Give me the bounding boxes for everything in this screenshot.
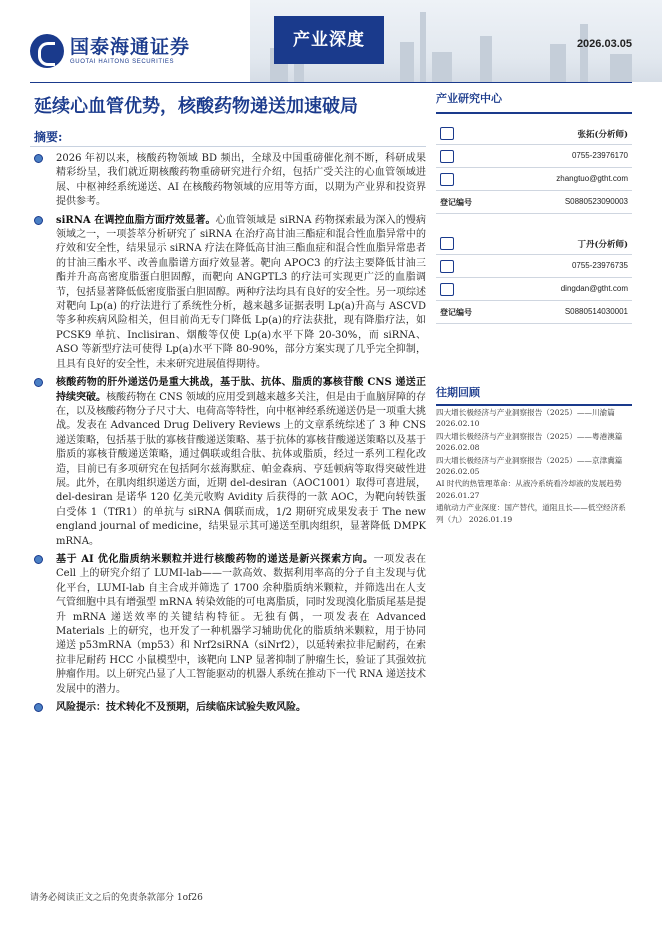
reg-label: 登记编号: [440, 307, 472, 317]
page-header: [0, 0, 662, 82]
pen-icon: [440, 237, 454, 250]
report-title: 延续心血管优势，核酸药物递送加速破局: [34, 96, 358, 117]
analyst-phone-row: [436, 255, 632, 278]
bullet-icon: [34, 216, 43, 225]
logo-en: GUOTAI HAITONG SECURITIES: [70, 59, 175, 65]
analyst-name: 丁丹(分析师): [577, 240, 628, 250]
reg-label: 登记编号: [440, 197, 472, 207]
analyst-name: 张拓(分析师): [577, 130, 628, 140]
header-divider: [30, 82, 632, 83]
bullet-icon: [34, 555, 43, 564]
paragraph-text: 2026 年初以来，核酸药物领域 BD 频出，全球及中国重磅催化剂不断，科研成果精彩纷呈，我们就近期核酸药物重磅研究进行介绍，包括广受关注的心血管领域进展、中枢神经系统递送、AI 在核酸药物领域的应用等方面，以期为产业界和投资界提供参考。: [56, 153, 426, 208]
mail-icon: [440, 173, 454, 186]
logo-icon: [30, 34, 64, 68]
bullet-icon: [34, 378, 43, 387]
analyst-reg-row: [436, 191, 632, 214]
abstract-paragraph: [30, 553, 426, 697]
bullet-icon: [34, 703, 43, 712]
sidebar: [436, 90, 632, 525]
analyst-email-row: [436, 278, 632, 301]
abstract-label: 摘要:: [34, 130, 63, 144]
sidebar-head: 产业研究中心: [436, 90, 632, 114]
analyst-email[interactable]: zhangtuo@gtht.com: [556, 174, 628, 183]
bullet-icon: [34, 154, 43, 163]
paragraph-text: 核酸药物在 CNS 领域的应用受到越来越多关注，但是由于血脑屏障的存在，以及核酸药物分子尺寸大、电荷高等特性，向中枢神经系统递送仍是一项重大挑战。发表在 Advanced Drug Delivery Reviews 上的文章系统综述了 3 种 CNS 递送策略，包括基于肽的寡核苷酸递送策略、基于抗体的寡核苷酸递送策略以及基于脂质的寡核苷酸递送策略，通过偶联或组合肽、抗体或脂质，经过一系列工程化改造，目前已有多项研究在包括阿尔兹海默症、帕金森病、亨廷顿病等取得突破性进展。此外，在肌肉组织递送方面，近期 del-desiran（AOC1001）取得可喜进展，del-desiran 是诺华 120 亿美元收购 Avidity 后获得的一款 AOC，为靶向转铁蛋白受体 1（TfR1）的单抗与 siRNA 偶联而成，1/2 期研究成果发表于 The new england journal of medicine，结果显示其可递送至肌肉组织，显著降低 DMPK mRNA。: [56, 391, 427, 547]
abstract-body: [30, 152, 426, 719]
analyst-name-row: [436, 232, 632, 255]
review-item[interactable]: 四大增长极经济与产业洞察报告（2025）——京津冀篇 2026.02.05: [436, 455, 623, 477]
analyst-reg-row: [436, 301, 632, 324]
analyst-name-row: [436, 122, 632, 145]
mail-icon: [440, 283, 454, 296]
abstract-paragraph: [30, 376, 426, 549]
analyst-phone-row: [436, 145, 632, 168]
analyst-email-row: [436, 168, 632, 191]
analyst-email[interactable]: dingdan@gtht.com: [560, 284, 628, 293]
review-head: 往期回顾: [436, 384, 632, 406]
abstract-divider: [30, 146, 426, 147]
review-item[interactable]: 四大增长极经济与产业洞察报告（2025）——粤港澳篇 2026.02.08: [436, 431, 623, 453]
analyst-phone: 0755-23976170: [571, 151, 628, 160]
company-logo: [30, 34, 190, 68]
logo-cn: 国泰海通证券: [70, 36, 191, 58]
pen-icon: [440, 127, 454, 140]
paragraph-lead: 基于 AI 优化脂质纳米颗粒并进行核酸药物的递送是新兴探索方向。: [56, 553, 374, 565]
analyst-reg: S0880523090003: [564, 197, 628, 206]
paragraph-lead: 风险提示：技术转化不及预期，后续临床试验失败风险。: [56, 702, 306, 714]
risk-paragraph: [30, 701, 426, 715]
paragraph-lead: siRNA 在调控血脂方面疗效显著。: [56, 214, 216, 226]
analyst-phone: 0755-23976735: [571, 261, 628, 270]
abstract-paragraph: [30, 152, 426, 210]
paragraph-lead: 核酸药物的肝外递送仍是重大挑战，基于肽、抗体、脂质的寡核苷酸 CNS 递送正持续突破。: [56, 377, 426, 403]
analyst-card: [436, 122, 632, 214]
review-item[interactable]: 通航动力产业深度：国产替代，道阻且长——低空经济系列（九） 2026.01.19: [436, 503, 626, 524]
analyst-card: [436, 232, 632, 324]
page-footer: 请务必阅读正文之后的免责条款部分 1of26: [30, 893, 203, 903]
abstract-paragraph: [30, 214, 426, 372]
phone-icon: [440, 150, 454, 163]
analyst-reg: S0880514030001: [564, 307, 628, 316]
paragraph-text: 一项发表在 Cell 上的研究介绍了 LUMI-lab——一款高效、数据利用率高的分子自主发现与优化平台，LUMI-lab 自主合成并筛选了 1700 余种脂质纳米颗粒，并筛选出在人支气管细胞中具有增强型 mRNA 转染效能的可电离脂质，同时发现溴化脂质尾基是提升 mRNA 递送效率的关键结构特征。无独有偶，一项发表在 Advanced Materials 上的研究，也开发了一种机器学习辅助优化的脂质纳米颗粒，用于协同递送 p53mRNA（mp53）和 Nrf2siRNA（siNrf2），以延转索拉非尼耐药，在索拉非尼耐药 HCC 小鼠模型中，该靶向 LNP 显著抑制了肿瘤生长，验证了其强效抗肿瘤作用。以上研究凸显了人工智能驱动的机器人系统在推动下一代 RNA 递送技术发展中的潜力。: [56, 553, 427, 695]
phone-icon: [440, 260, 454, 273]
report-type-tag: 产业深度: [274, 16, 384, 64]
report-date: 2026.03.05: [576, 38, 632, 50]
review-item[interactable]: 四大增长极经济与产业洞察报告（2025）——川渝篇 2026.02.10: [436, 408, 615, 429]
paragraph-text: 心血管领域是 siRNA 药物探索最为深入的慢病领域之一，一项荟萃分析研究了 siRNA 在治疗高甘油三酯症和混合性血脂异常中的疗效和安全性，结果显示 siRNA 疗法在降低高甘油三酯血症和混合性血脂异常患者的甘油三酯水平、改善血脂谱方面疗效显著。靶向 APOC3 的疗法主要降低甘油三酯并升高高密度脂蛋白胆固醇，而靶向 ANGPTL3 的疗法可实现更广泛的血脂调节，包括显著降低低密度脂蛋白胆固醇。两种疗法均具有良好的安全性。另一项综述对靶向 Lp(a) 的疗法进行了系统性分析，越来越多证据表明 Lp(a)升高与 ASCVD 等多种疾病风险相关，但目前尚无专门降低 Lp(a)的疗法获批，现有降脂疗法，如 PCSK9 单抗、Inclisiran、烟酸等仅使 Lp(a)水平下降 20-30%，而 siRNA、ASO 等新型疗法可使得 Lp(a)水平下降 80-90%，部分方案实现了几乎完全抑制，且具有良好的安全性，未来研究进展值得期待。: [56, 214, 426, 370]
review-item[interactable]: AI 时代的热管理革命：从液冷系统看冷却液的发展趋势 2026.01.27: [436, 479, 622, 500]
